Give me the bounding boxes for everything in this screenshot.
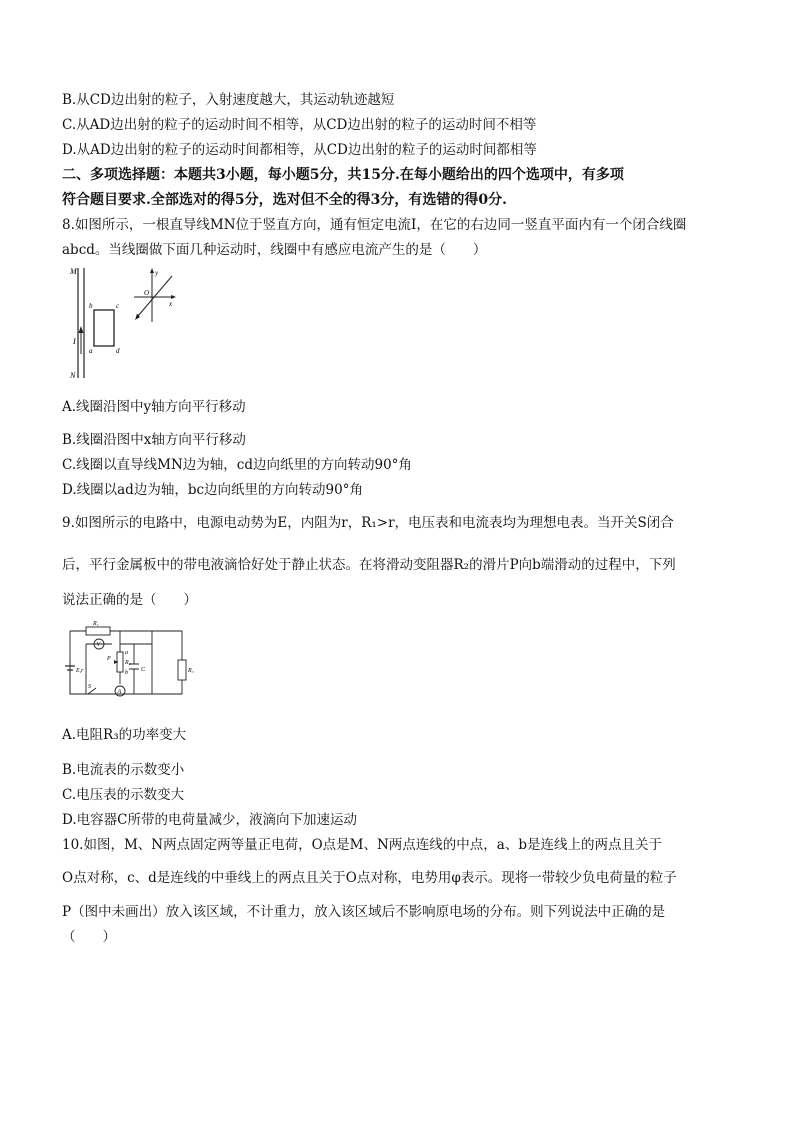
q9-circuit-figure	[62, 614, 197, 709]
q10-stem-2: O点对称，c、d是连线的中垂线上的两点且关于O点对称，电势用φ表示。现将一带较少负电荷量的粒子	[62, 870, 677, 886]
label-c: c	[116, 302, 120, 310]
q8-stem-2: abcd。当线圈做下面几种运动时，线圈中有感应电流产生的是（ ）	[62, 242, 487, 258]
q9-stem-3: 说法正确的是（ ）	[62, 592, 197, 608]
line-d: D.从AD边出射的粒子的运动时间都相等，从CD边出射的粒子的运动时间都相等	[62, 142, 537, 158]
label-R2: R₂	[125, 660, 131, 666]
label-O: O	[144, 289, 150, 297]
label-S: S	[88, 684, 91, 690]
label-b: b	[125, 670, 128, 676]
label-C: C	[141, 667, 146, 673]
label-x: x	[169, 300, 173, 308]
q8-option-a: A.线圈沿图中y轴方向平行移动	[62, 399, 246, 415]
label-N: N	[70, 371, 76, 380]
q8-option-b: B.线圈沿图中x轴方向平行移动	[62, 432, 246, 448]
q10-stem: 10.如图，M、N两点固定两等量正电荷，O点是M、N两点连线的中点，a、b是连线上的两点且关于	[62, 837, 662, 853]
q9-stem-2: 后，平行金属板中的带电液滴恰好处于静止状态。在将滑动变阻器R₂的滑片P向b端滑动的过程中，下列	[62, 557, 676, 573]
label-V: V	[96, 642, 101, 648]
q10-answer-paren: （ ）	[62, 929, 116, 945]
label-b: b	[89, 302, 93, 310]
q9-option-b: B.电流表的示数变小	[62, 762, 185, 778]
label-R3: R₃	[188, 668, 194, 674]
q8-option-c: C.线圈以直导线MN边为轴，cd边向纸里的方向转动90°角	[62, 457, 412, 473]
label-a: a	[125, 650, 128, 656]
label-y: y	[155, 269, 159, 277]
q9-option-c: C.电压表的示数变大	[62, 787, 185, 803]
q10-stem-3: P（图中未画出）放入该区域，不计重力，放入该区域后不影响原电场的分布。则下列说法中正确的是	[62, 904, 666, 920]
line-c: C.从AD边出射的粒子的运动时间不相等，从CD边出射的粒子的运动时间不相等	[62, 117, 537, 133]
q8-option-d: D.线圈以ad边为轴，bc边向纸里的方向转动90°角	[62, 482, 363, 498]
q8-figure	[62, 262, 192, 384]
label-I: I	[73, 337, 76, 346]
q8-stem: 8.如图所示，一根直导线MN位于竖直方向，通有恒定电流I，在它的右边同一竖直平面内有一个闭合线圈	[62, 217, 687, 233]
q9-option-d: D.电容器C所带的电荷量减少，液滴向下加速运动	[62, 812, 357, 828]
section-heading: 二、多项选择题：本题共3小题，每小题5分，共15分.在每小题给出的四个选项中，有多项	[62, 167, 624, 183]
label-a: a	[89, 347, 93, 355]
label-R1: R₁	[93, 621, 99, 627]
section-heading-2: 符合题目要求.全部选对的得5分，选对但不全的得3分，有选错的得0分.	[62, 192, 507, 208]
label-A: A	[117, 689, 122, 695]
line-b: B.从CD边出射的粒子，入射速度越大，其运动轨迹越短	[62, 92, 395, 108]
q9-option-a: A.电阻R₃的功率变大	[62, 727, 187, 743]
label-M: M	[70, 267, 77, 276]
label-z: z	[136, 312, 139, 320]
label-P: P	[107, 656, 111, 662]
label-E: E,r	[76, 668, 84, 674]
label-d: d	[116, 347, 120, 355]
q9-stem: 9.如图所示的电路中，电源电动势为E，内阻为r，R₁>r，电压表和电流表均为理想电表。当开关S闭合	[62, 515, 674, 531]
